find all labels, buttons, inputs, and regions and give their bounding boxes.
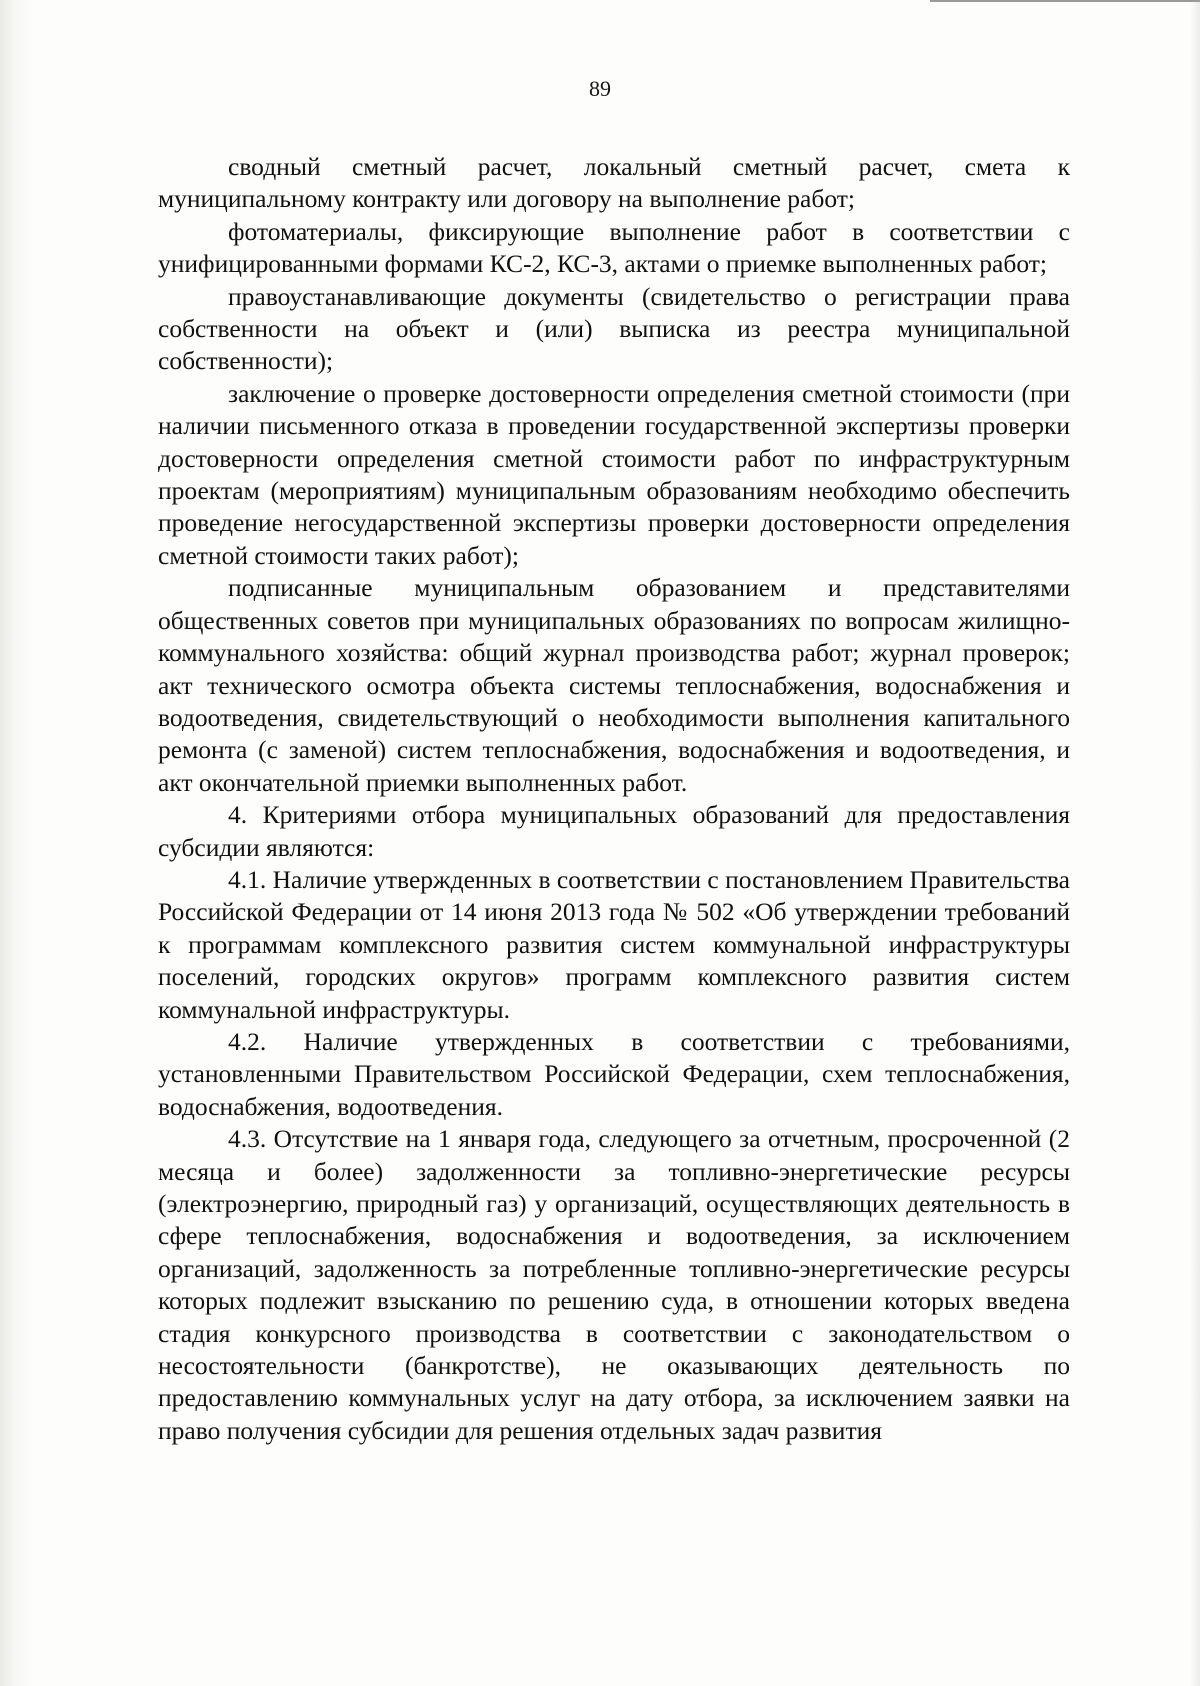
- paragraph-title-documents: правоустанавливающие документы (свидетельство о регистрации права собственности на объект и (или) выписка из реестра муниципальной собственности);: [158, 281, 1070, 376]
- paragraph-summary-estimate: сводный сметный расчет, локальный сметный расчет, смета к муниципальному контракту или договору на выполнение работ;: [158, 152, 1070, 214]
- paragraph-estimate-verification: заключение о проверке достоверности определения сметной стоимости (при наличии письменного отказа в проведении государственной экспертизы проверки достоверности определения сметной стоимости работ по инфраструктурным проектам (мероприятиям) муниципальным образованиям необходимо обеспечить проведение негосударственной экспертизы проверки достоверности определения сметной стоимости таких работ);: [158, 378, 1070, 570]
- document-body: [158, 151, 1070, 1447]
- paragraph-section-4-3: 4.3. Отсутствие на 1 января года, следующего за отчетным, просроченной (2 месяца и более) задолженности за топливно-энергетические ресурсы (электроэнергию, природный газ) у организаций, осуществляющих деятельность в сфере теплоснабжения, водоснабжения и водоотведения, за исключением организаций, задолженность за потребленные топливно-энергетические ресурсы которых подлежит взысканию по решению суда, в отношении которых введена стадия конкурсного производства в соответствии с законодательством о несостоятельности (банкротстве), не оказывающих деятельность по предоставлению коммунальных услуг на дату отбора, за исключением заявки на право получения субсидии для решения отдельных задач развития: [158, 1124, 1070, 1445]
- paragraph-section-4-1: 4.1. Наличие утвержденных в соответствии с постановлением Правительства Российской Федерации от 14 июня 2013 года № 502 «Об утверждении требований к программам комплексного развития систем коммунальной инфраструктуры поселений, городских округов» программ комплексного развития систем коммунальной инфраструктуры.: [158, 864, 1070, 1024]
- paragraph-section-4-criteria: 4. Критериями отбора муниципальных образований для предоставления субсидии являются:: [158, 800, 1070, 862]
- scan-top-rule: [930, 0, 1200, 2]
- page-number: 89: [589, 76, 611, 101]
- paragraph-section-4-2: 4.2. Наличие утвержденных в соответствии с требованиями, установленными Правительством Российской Федерации, схем теплоснабжения, водоснабжения, водоотведения.: [158, 1026, 1070, 1121]
- paragraph-signed-journals: подписанные муниципальным образованием и представителями общественных советов при муниципальных образованиях по вопросам жилищно-коммунального хозяйства: общий журнал производства работ; журнал проверок; акт технического осмотра объекта системы теплоснабжения, водоснабжения и водоотведения, свидетельствующий о необходимости выполнения капитального ремонта (с заменой) систем теплоснабжения, водоснабжения и водоотведения, и акт окончательной приемки выполненных работ.: [158, 573, 1070, 797]
- scan-left-edge: [0, 0, 34, 1686]
- paragraph-photo-materials: фотоматериалы, фиксирующие выполнение работ в соответствии с унифицированными формами КС-2, КС-3, актами о приемке выполненных работ;: [158, 216, 1070, 279]
- scan-right-edge: [1190, 0, 1200, 1686]
